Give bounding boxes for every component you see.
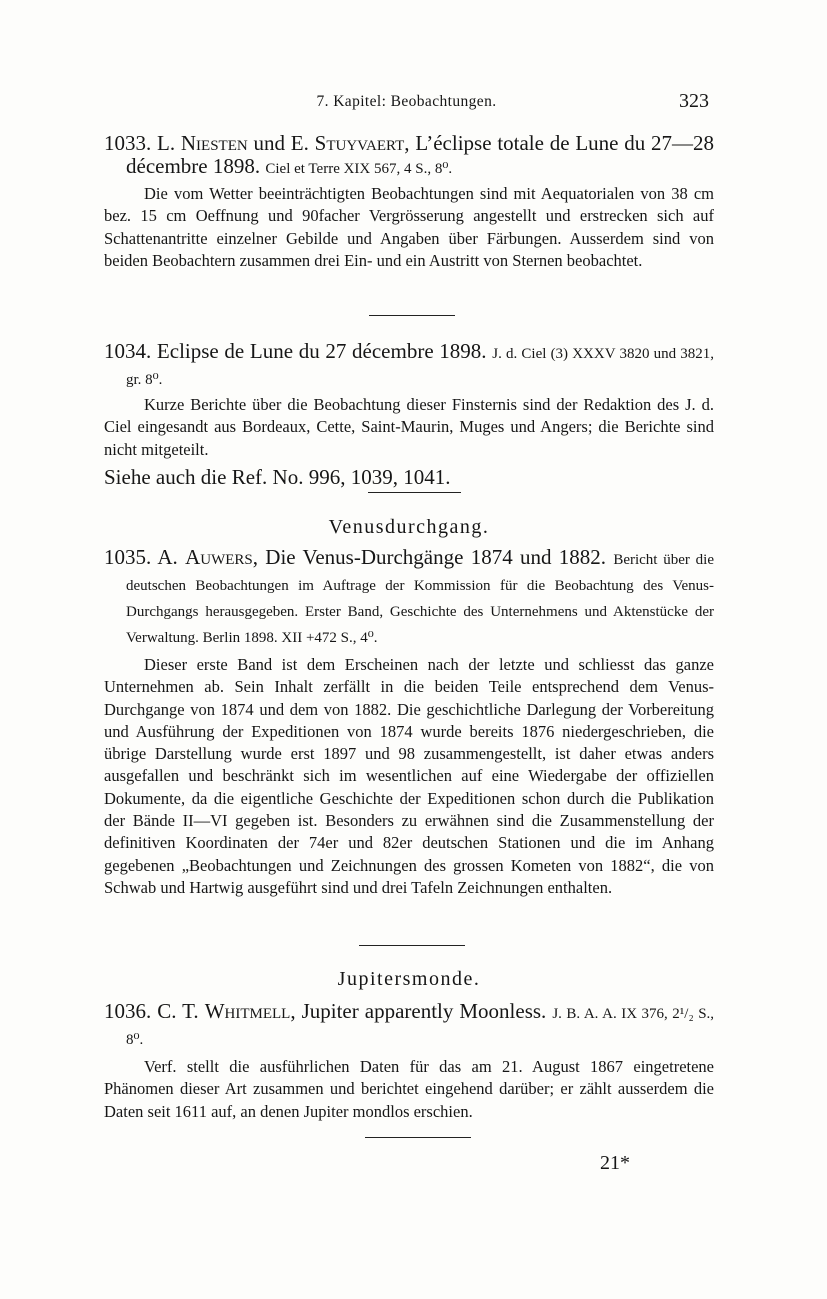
separator-rule	[365, 1137, 471, 1138]
author-prefix: C. T.	[157, 999, 199, 1023]
author-name: Stuyvaert,	[314, 131, 410, 155]
entry-number: 1035.	[104, 545, 152, 569]
running-head-title: 7. Kapitel: Beobachtungen.	[316, 93, 497, 110]
entry-1036-heading	[104, 1000, 714, 1052]
author-name: Auwers,	[185, 545, 258, 569]
entry-number: 1033.	[104, 131, 152, 155]
author-name: Niesten	[180, 131, 248, 155]
entry-number: 1034.	[104, 339, 152, 363]
entry-1033-heading	[104, 132, 714, 181]
entry-number: 1036.	[104, 999, 152, 1023]
entry-abstract: Die vom Wetter beeinträchtigten Beobachtungen sind mit Aequatorialen von 38 cm bez. 15 cm Oeffnung und 90facher Vergrösserung angestellt und erstrecken sich auf Schattenantritte einzelner Gebilde und Angaben über Färbungen. Ausserdem sind von beiden Beobachtern zusammen drei Ein- und ein Austritt von Sternen beobachtet.	[104, 184, 714, 270]
entry-1035	[104, 546, 714, 899]
entry-source: J. B. A. A. IX 376, 2¹/₂ S., 8⁰.	[126, 1006, 715, 1048]
entry-abstract: Verf. stellt die ausführlichen Daten für das am 21. August 1867 eingetretene Phänomen dieser Art zusammen und berichtet eingehend darüber; er zählt ausserdem die Daten seit 1611 auf, an denen Jupiter mondlos erschien.	[104, 1057, 714, 1121]
entry-title: Jupiter apparently Moonless.	[301, 999, 547, 1023]
entry-source: Ciel et Terre XIX 567, 4 S., 8⁰.	[265, 161, 453, 177]
separator-rule	[369, 315, 455, 316]
signature-mark: 21*	[600, 1152, 630, 1174]
entry-abstract: Kurze Berichte über die Beobachtung dieser Finsternis sind der Redaktion des J. d. Ciel eingesandt aus Bordeaux, Cette, Saint-Maurin, Muges und Angers; die Berichte sind nicht mitgeteilt.	[104, 395, 714, 459]
author-name: Whitmell,	[204, 999, 296, 1023]
separator-rule	[368, 492, 461, 493]
entry-title: Eclipse de Lune du 27 décembre 1898.	[156, 339, 487, 363]
entry-1034	[104, 340, 714, 489]
author-prefix: L.	[157, 131, 176, 155]
author-conjunction: und E.	[253, 131, 309, 155]
section-heading-jupitersmonde: Jupitersmonde.	[337, 968, 481, 990]
running-head	[104, 90, 709, 116]
page-number: 323	[679, 90, 709, 112]
entry-1034-heading	[104, 340, 714, 392]
entry-title: L’éclipse totale de Lune du 27—28 décembre 1898.	[126, 131, 715, 178]
separator-rule	[359, 945, 465, 946]
entry-1036	[104, 1000, 714, 1123]
entry-1033	[104, 132, 714, 272]
see-also: Siehe auch die Ref. No. 996, 1039, 1041.	[104, 464, 451, 489]
entry-1035-heading	[104, 546, 714, 650]
entry-source: Bericht über die deutschen Beobachtungen im Auftrage der Kommission für die Beobachtung des Venus-Durchgangs herausgegeben. Erster Band, Geschichte des Unternehmens und Aktenstücke der Verwaltung. Berlin 1898. XII +472 S., 4⁰.	[126, 552, 714, 646]
author-prefix: A.	[157, 545, 178, 569]
entry-source: J. d. Ciel (3) XXXV 3820 und 3821, gr. 8⁰.	[126, 346, 715, 388]
entry-title: Die Venus-Durchgänge 1874 und 1882.	[265, 545, 607, 569]
entry-abstract: Dieser erste Band ist dem Erscheinen nach der letzte und schliesst das ganze Unternehmen ab. Sein Inhalt zerfällt in die beiden Teile entsprechend dem Venus-Durchgange von 1874 und dem von 1882. Die geschichtliche Darlegung der Vorbereitung und Ausführung der Expeditionen von 1874 wurde bereits 1876 niedergeschrieben, die übrige Darstellung wurde erst 1897 und 98 zusammengestellt, ist daher etwas anders ausgefallen und beschränkt sich im wesentlichen auf eine Wiedergabe der offiziellen Dokumente, da die eigentliche Geschichte der Expeditionen schon durch die Publikation der Bände II—VI gegeben ist. Besonders zu erwähnen sind die Zusammenstellung der definitiven Koordinaten der 74er und 82er deutschen Stationen und die im Anhang gegebenen „Beobachtungen und Zeichnungen des grossen Kometen von 1882“, die von Schwab und Hartwig ausgeführt sind und drei Tafeln Zeichnungen enthalten.	[104, 655, 714, 897]
section-heading-venusdurchgang: Venusdurchgang.	[328, 516, 490, 538]
